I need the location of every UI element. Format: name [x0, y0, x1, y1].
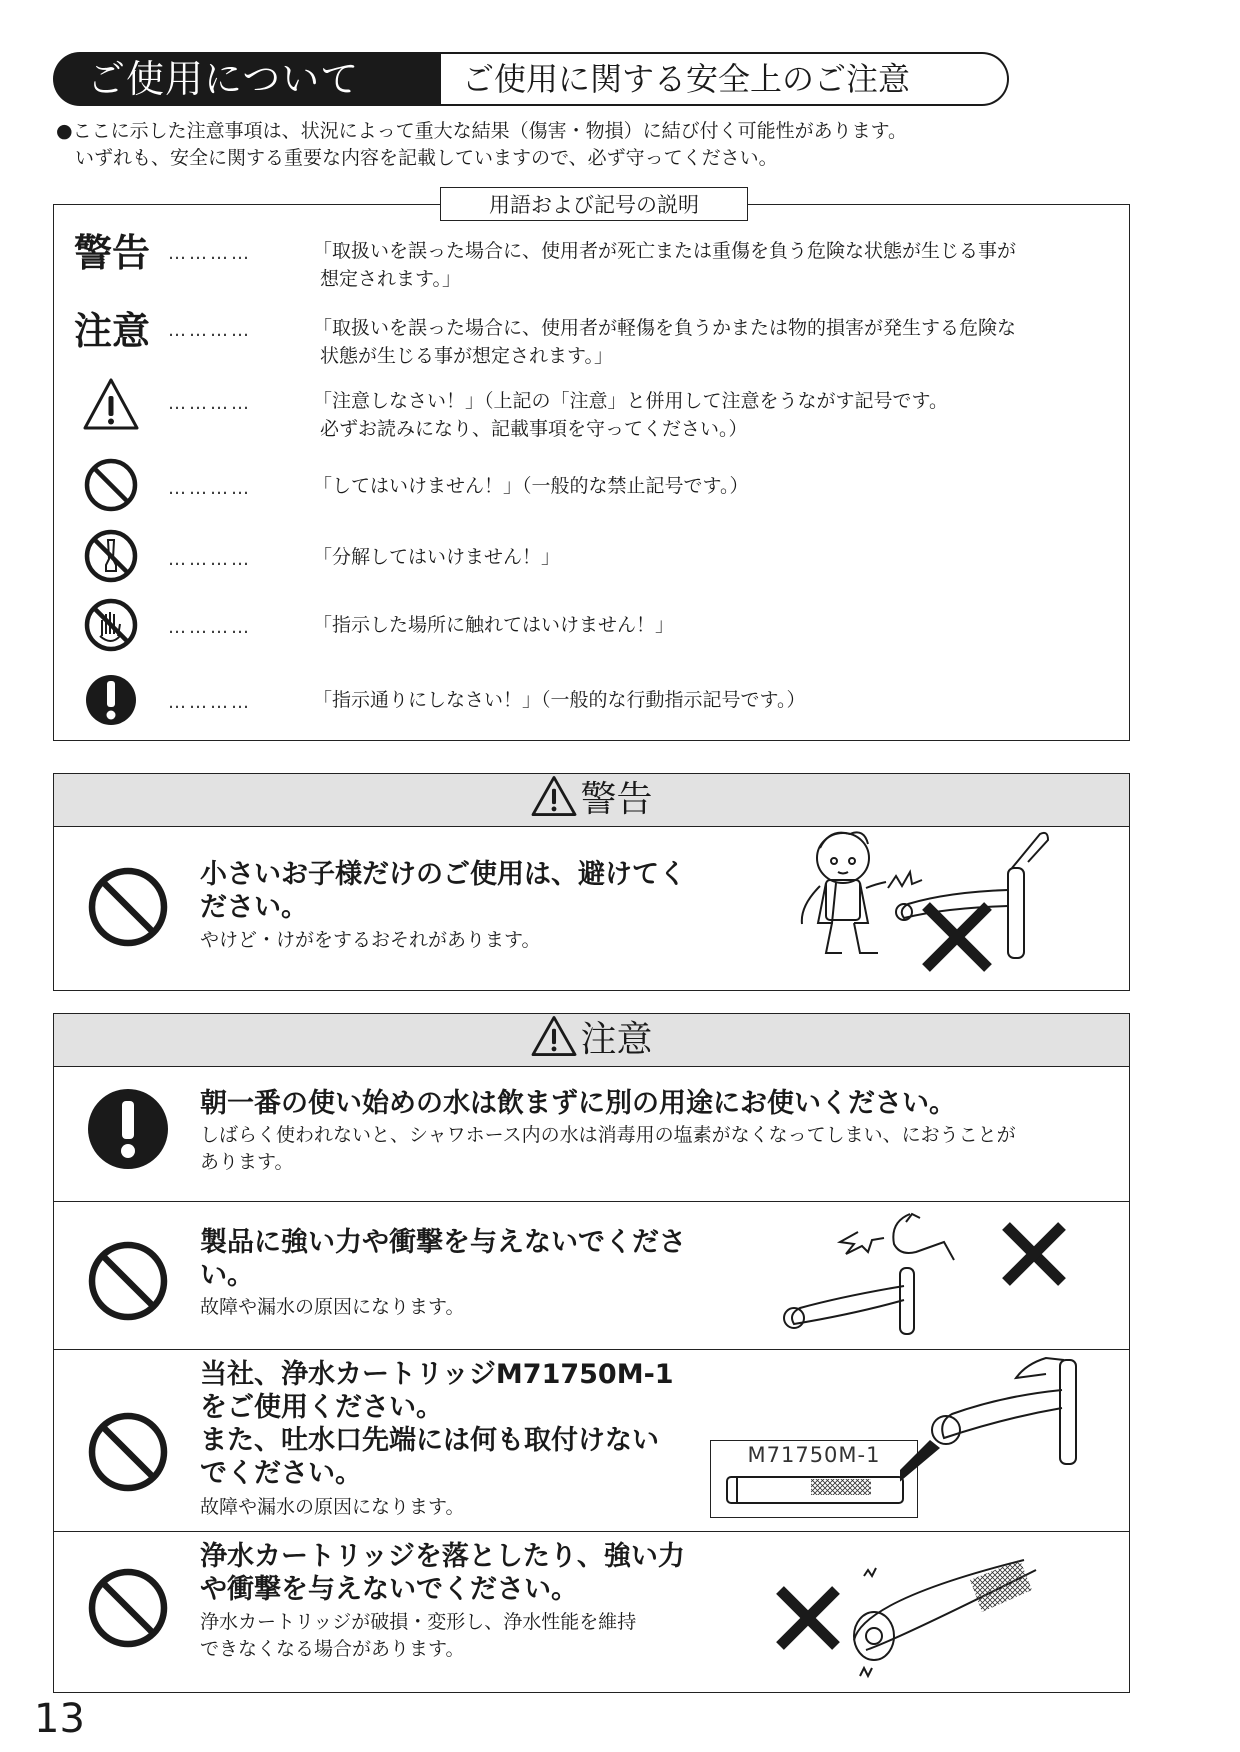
- mandatory-action-icon: [86, 1087, 170, 1171]
- caution-section-heading: [53, 1013, 1130, 1067]
- leader-dots: …………: [168, 393, 252, 414]
- page-subtitle: ご使用に関する安全上のご注意: [438, 52, 1009, 106]
- note-line: しばらく使われないと、シャワホース内の水は消毒用の塩素がなくなってしまい、におうことが: [200, 1124, 1016, 1146]
- faucet-spout-illustration: [900, 1340, 1100, 1490]
- prohibition-icon: [86, 1410, 170, 1494]
- leader-dots: …………: [168, 617, 252, 638]
- triangle-desc-line-2: 必ずお読みになり、記載事項を守ってください。）: [320, 418, 748, 440]
- section-divider: [53, 1531, 1130, 1532]
- notouch-description: 「指示した場所に触れてはいけません！」: [313, 614, 675, 636]
- child-faucet-illustration: [790, 828, 1090, 980]
- caution-item-1-title: 朝一番の使い始めの水は飲まずに別の用途にお使いください。: [200, 1088, 956, 1119]
- dropped-cartridge-illustration: [770, 1540, 1070, 1685]
- warning-desc-line-2: 想定されます。」: [320, 268, 461, 290]
- caution-description: [313, 314, 1016, 370]
- no-disassembly-icon: [82, 527, 140, 585]
- title-line: 小さいお子様だけのご使用は、避けてく: [200, 859, 686, 890]
- title-line: ださい。: [200, 892, 308, 923]
- title-line: や衝撃を与えないでください。: [200, 1574, 578, 1605]
- caution-heading-text: 注意: [580, 1019, 653, 1060]
- caution-item-2-title: [200, 1226, 686, 1292]
- cartridge-model-label: M71750M-1: [747, 1443, 881, 1467]
- title-line: 当社、浄水カートリッジM71750M-1: [200, 1359, 674, 1390]
- page-title: ご使用について: [53, 52, 441, 106]
- caution-item-2-note: 故障や漏水の原因になります。: [200, 1296, 465, 1318]
- mandatory-action-icon: [82, 671, 140, 729]
- page-number: 13: [34, 1696, 85, 1742]
- title-line: 製品に強い力や衝撃を与えないでくださ: [200, 1227, 686, 1258]
- intro-line-1: ●ここに示した注意事項は、状況によって重大な結果（傷害・物損）に結び付く可能性があります。: [56, 120, 908, 142]
- impact-faucet-illustration: [770, 1208, 1090, 1338]
- mandatory-description: 「指示通りにしなさい！」（一般的な行動指示記号です。）: [313, 689, 806, 711]
- caution-desc-line-2: 状態が生じる事が想定されます。」: [320, 345, 613, 367]
- cartridge-label-box: [710, 1440, 918, 1518]
- warning-item-1-title: [200, 858, 686, 924]
- caution-item-3-title: [200, 1358, 674, 1490]
- title-line: でください。: [200, 1458, 362, 1489]
- disassemble-description: 「分解してはいけません！」: [313, 546, 561, 568]
- caution-item-4-note: [200, 1609, 636, 1663]
- title-line: い。: [200, 1260, 254, 1291]
- warning-heading-text: 警告: [580, 779, 653, 820]
- page-header: [53, 52, 1009, 106]
- note-line: 浄水カートリッジが破損・変形し、浄水性能を維持: [200, 1611, 637, 1633]
- no-touch-icon: [82, 596, 140, 654]
- warning-triangle-icon: [530, 1015, 578, 1057]
- leader-dots: …………: [168, 549, 252, 570]
- caution-item-4-title: [200, 1540, 685, 1606]
- leader-dots: …………: [168, 478, 252, 499]
- warning-description: [313, 237, 1016, 293]
- title-line: また、吐水口先端には何も取付けない: [200, 1425, 659, 1456]
- warning-triangle-icon: [82, 376, 140, 434]
- leader-dots: …………: [168, 320, 252, 341]
- caution-item-1-note: [200, 1122, 1016, 1176]
- note-line: あります。: [200, 1151, 294, 1173]
- caution-item-3-note: 故障や漏水の原因になります。: [200, 1496, 465, 1518]
- prohibition-icon: [86, 1239, 170, 1323]
- prohibition-icon: [82, 456, 140, 514]
- triangle-desc-line-1: 「注意しなさい！」（上記の「注意」と併用して注意をうながす記号です。: [313, 390, 948, 412]
- prohibition-icon: [86, 1566, 170, 1650]
- leader-dots: …………: [168, 243, 252, 264]
- caution-desc-line-1: 「取扱いを誤った場合に、使用者が軽傷を負うかまたは物的損害が発生する危険な: [313, 317, 1017, 339]
- warning-desc-line-1: 「取扱いを誤った場合に、使用者が死亡または重傷を負う危険な状態が生じる事が: [313, 240, 1017, 262]
- section-divider: [53, 1201, 1130, 1202]
- title-line: をご使用ください。: [200, 1392, 443, 1423]
- note-line: できなくなる場合があります。: [200, 1638, 465, 1660]
- warning-term: 警告: [74, 231, 151, 275]
- triangle-description: [313, 387, 948, 443]
- explanation-title: 用語および記号の説明: [440, 187, 748, 221]
- warning-item-1-note: やけど・けがをするおそれがあります。: [200, 929, 541, 951]
- caution-term: 注意: [74, 309, 151, 353]
- warning-triangle-icon: [530, 775, 578, 817]
- title-line: 浄水カートリッジを落としたり、強い力: [200, 1541, 685, 1572]
- cartridge-icon: [725, 1473, 905, 1507]
- warning-section-heading: [53, 773, 1130, 827]
- prohibition-icon: [86, 865, 170, 949]
- intro-line-2: いずれも、安全に関する重要な内容を記載していますので、必ず守ってください。: [75, 147, 778, 169]
- prohibit-description: 「してはいけません！」（一般的な禁止記号です。）: [313, 475, 749, 497]
- intro-text: [56, 118, 907, 172]
- leader-dots: …………: [168, 692, 252, 713]
